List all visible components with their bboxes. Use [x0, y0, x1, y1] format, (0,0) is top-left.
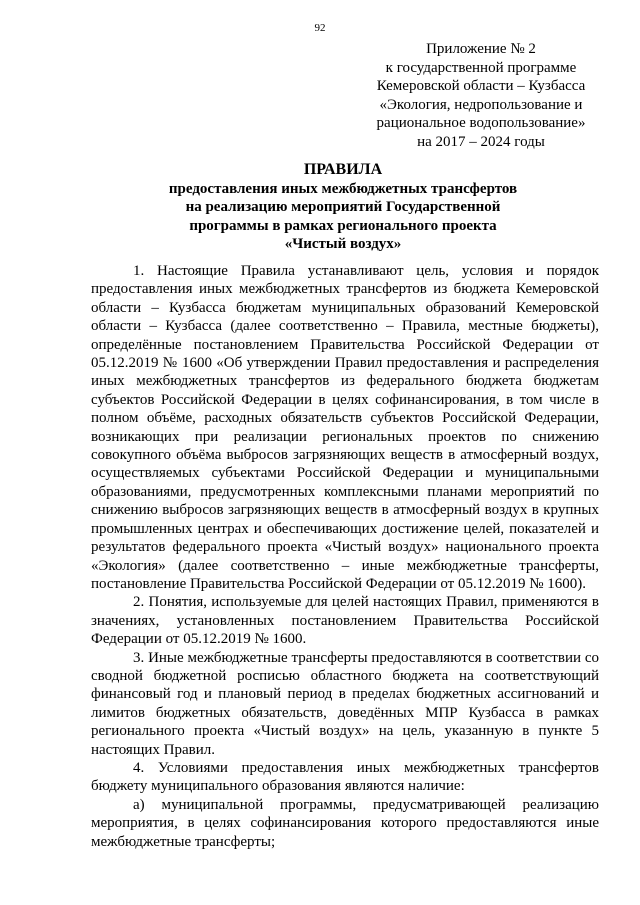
- appendix-line: Кемеровской области – Кузбасса: [376, 78, 586, 95]
- paragraph-4a: а) муниципальной программы, предусматривающей реализацию мероприятия, в целях софинансирования которого предоставляются иные межбюджетные трансферты;: [91, 796, 599, 850]
- paragraph-3: 3. Иные межбюджетные трансферты предоставляются в соответствии со сводной бюджетной росписью областного бюджета на соответствующий финансовый год и плановый период в пределах бюджетных ассигнований и лимитов бюджетных обязательств, доведённых МПР Кузбасса в рамках регионального проекта «Чистый воздух» на цель, указанную в пункте 5 настоящих Правил.: [91, 649, 599, 758]
- appendix-line: к государственной программе: [385, 59, 577, 76]
- appendix-line: «Экология, недропользование и: [379, 96, 583, 113]
- document-body: [91, 262, 599, 851]
- appendix-header: [362, 40, 600, 152]
- title-line: на реализацию мероприятий Государственной: [185, 199, 501, 216]
- title-line: «Чистый воздух»: [284, 236, 402, 253]
- appendix-line: Приложение № 2: [426, 41, 536, 57]
- paragraph-1: 1. Настоящие Правила устанавливают цель, условия и порядок предоставления иных межбюджетных трансфертов из бюджета Кемеровской области – Кузбасса бюджетам муниципальных образований Кемеровской области – Кузбасса (далее соответственно – Правила, местные бюджеты), определённые постановлением Правительства Российской Федерации от 05.12.2019 № 1600 «Об утверждении Правил предоставления и распределения иных межбюджетных трансфертов из федерального бюджета бюджетам субъектов Российской Федерации в целях софинансирования, в том числе в полном объёме, расходных обязательств субъектов Российской Федерации, возникающих при реализации региональных проектов по снижению совокупного объёма выбросов загрязняющих веществ в атмосферный воздух, осуществляемых субъектами Российской Федерации и муниципальными образованиями, предусмотренных комплексными планами мероприятий по снижению выбросов загрязняющих веществ в атмосферный воздух в крупных промышленных центрах и обеспечивающих достижение целей, показателей и результатов федерального проекта «Чистый воздух» национального проекта «Экология» (далее соответственно – иные межбюджетные трансферты, постановление Правительства Российской Федерации от 05.12.2019 № 1600).: [91, 263, 599, 592]
- document-title: [120, 160, 566, 254]
- appendix-line: рациональное водопользование»: [376, 115, 586, 132]
- paragraph-2: 2. Понятия, используемые для целей настоящих Правил, применяются в значениях, установленных постановлением Правительства Российской Федерации от 05.12.2019 № 1600.: [91, 594, 599, 648]
- page-number: 92: [314, 22, 326, 34]
- title-line: предоставления иных межбюджетных трансфертов: [168, 181, 518, 197]
- title-main: ПРАВИЛА: [303, 161, 383, 178]
- appendix-line: на 2017 – 2024 годы: [417, 133, 545, 150]
- paragraph-4: 4. Условиями предоставления иных межбюджетных трансфертов бюджету муниципального образования являются наличие:: [91, 759, 599, 795]
- title-line: программы в рамках регионального проекта: [189, 217, 497, 234]
